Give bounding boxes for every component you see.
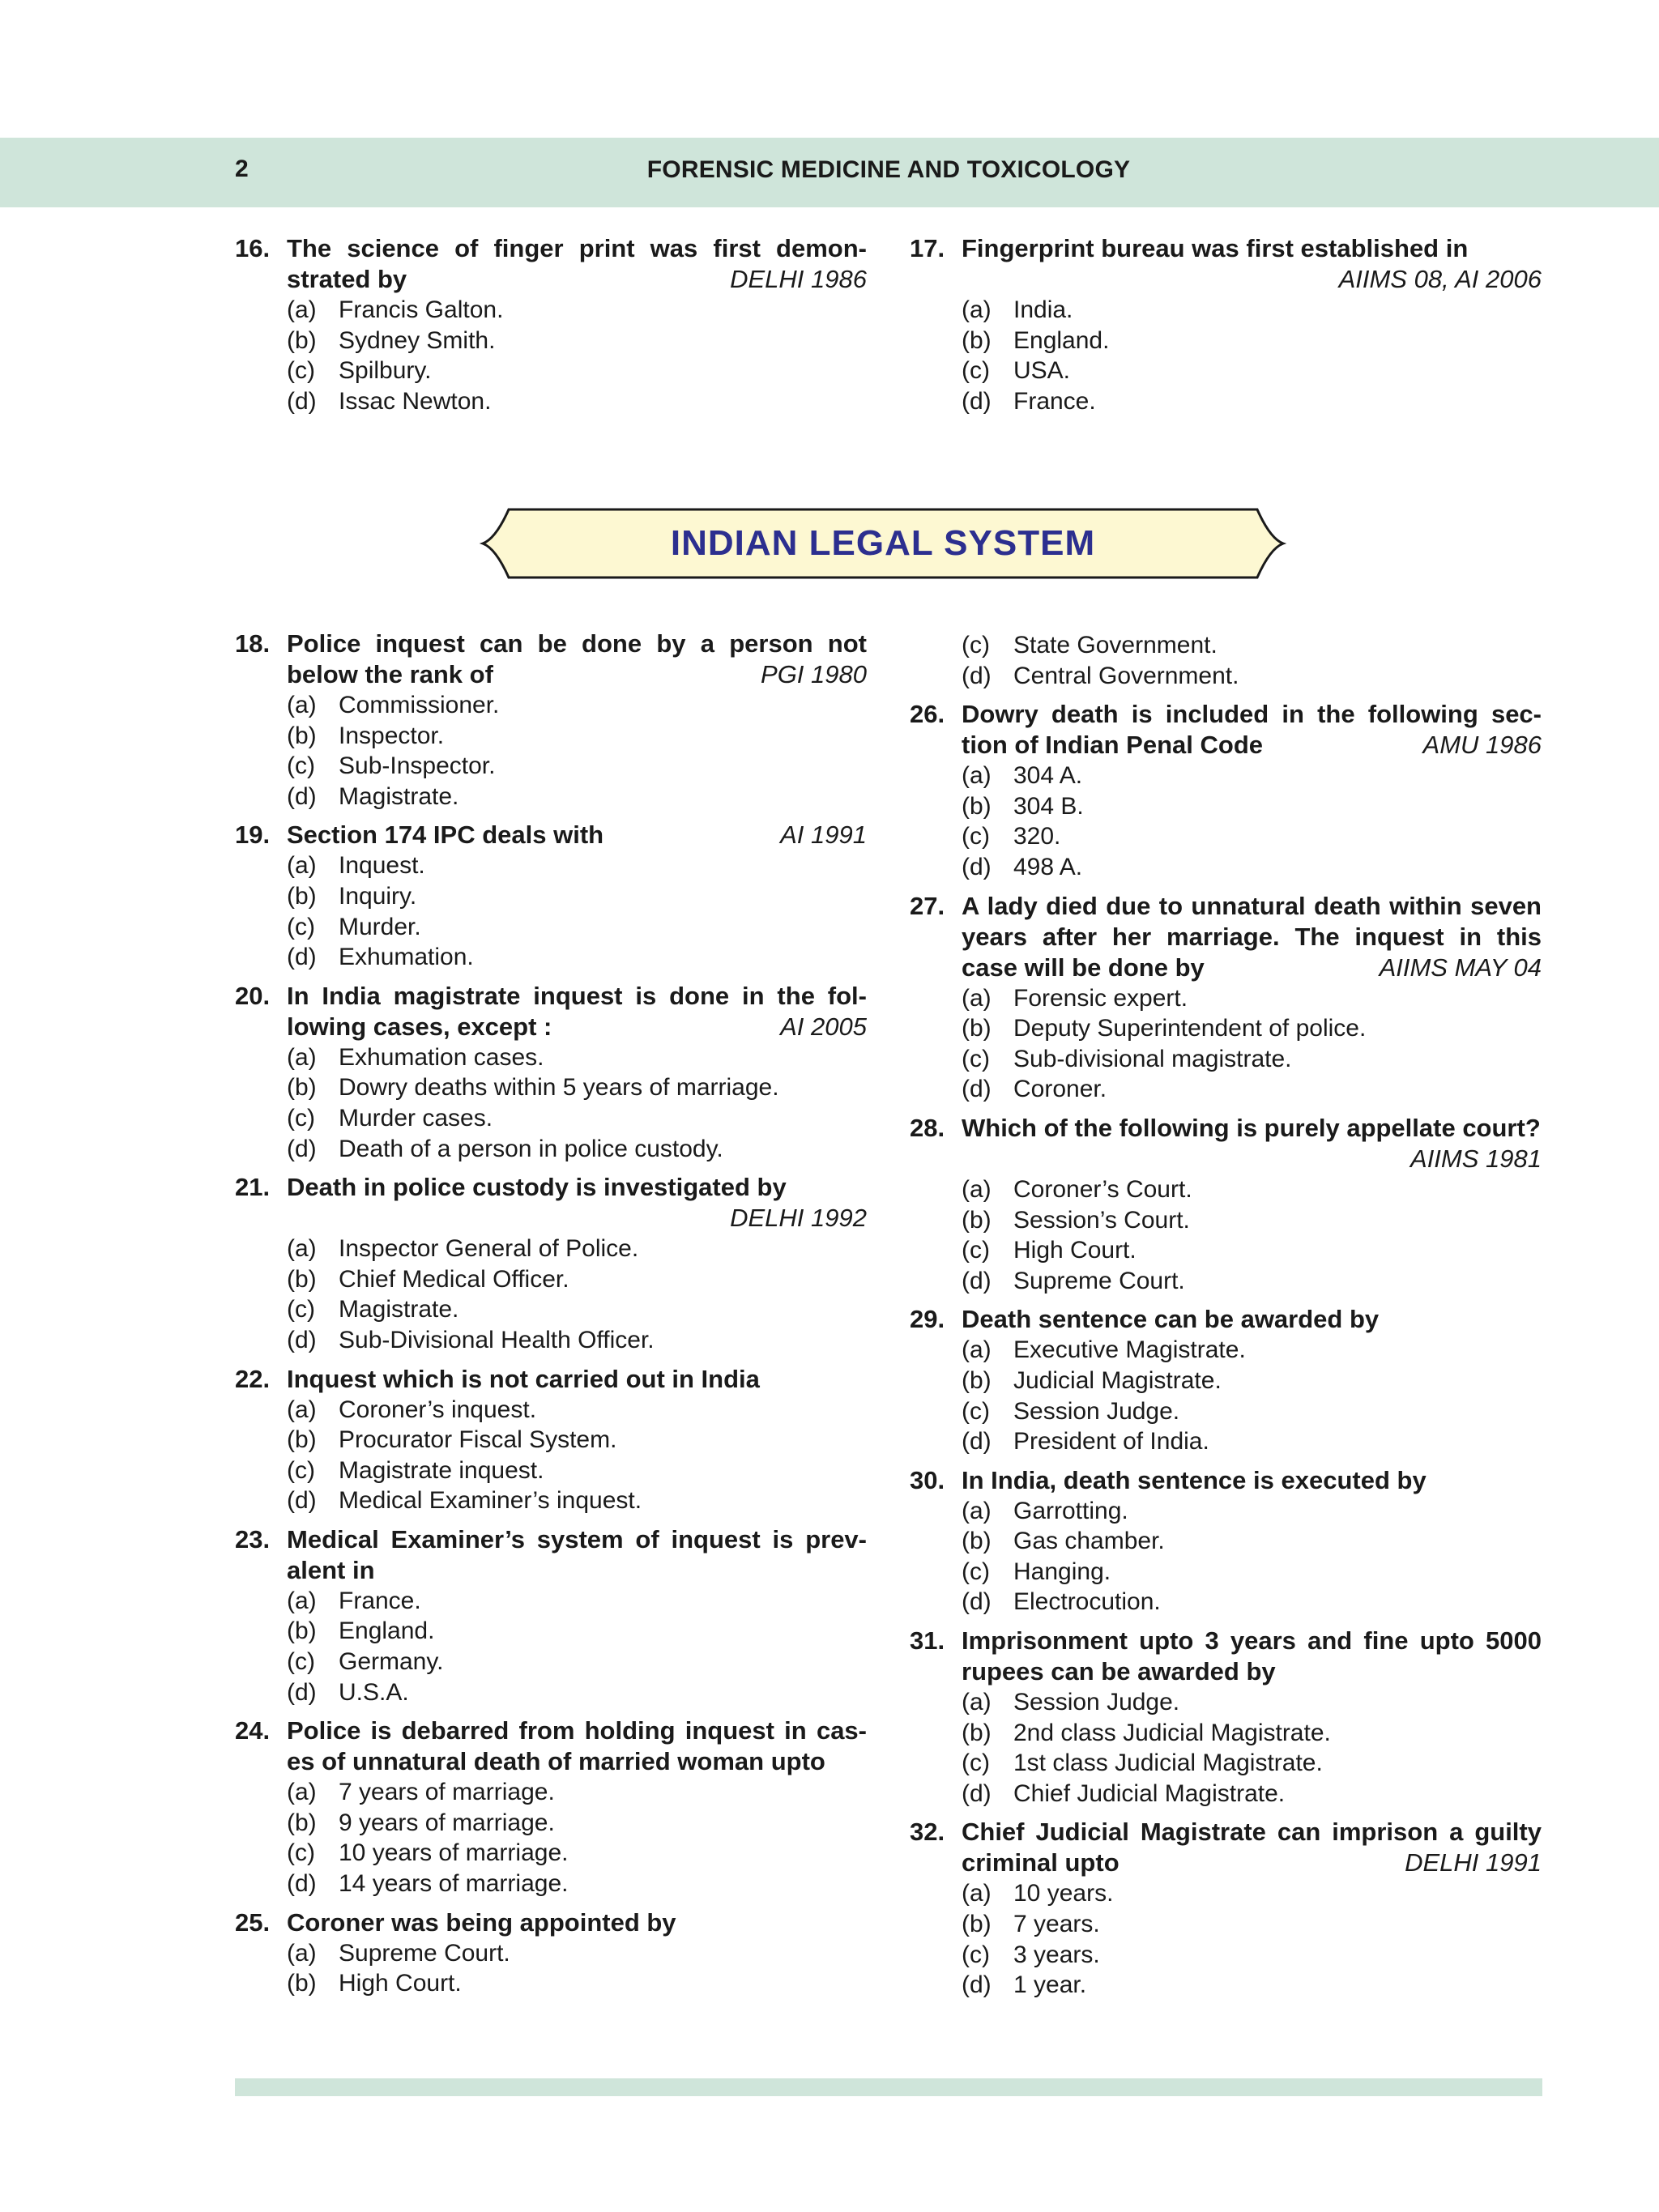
option-text: Sub-divisional magistrate.	[1013, 1045, 1292, 1072]
option-text: President of India.	[1013, 1428, 1209, 1455]
option-text: Coroner’s inquest.	[339, 1396, 537, 1423]
option-text: Exhumation cases.	[339, 1043, 544, 1071]
option-text: Murder.	[339, 913, 421, 940]
option-text: Procurator Fiscal System.	[339, 1426, 617, 1454]
option-b	[910, 1526, 1542, 1557]
option-letter: (a)	[962, 1689, 992, 1716]
option-text: 3 years.	[1013, 1941, 1100, 1968]
option-b	[910, 1205, 1542, 1236]
option-letter: (b)	[962, 792, 992, 820]
option-text: Coroner.	[1013, 1076, 1107, 1103]
option-text: 304 B.	[1013, 792, 1084, 820]
option-text: Garrotting.	[1013, 1497, 1128, 1524]
option-letter: (d)	[287, 387, 317, 415]
option-text: Magistrate.	[339, 1296, 459, 1323]
question-text: Fingerprint bureau was first established in	[962, 234, 1469, 262]
option-c	[910, 1396, 1542, 1427]
option-text: Exhumation.	[339, 944, 474, 971]
option-a	[235, 295, 867, 326]
section-banner	[478, 506, 1288, 581]
option-text: Judicial Magistrate.	[1013, 1366, 1222, 1394]
option-letter: (b)	[287, 722, 317, 749]
option-text: Issac Newton.	[339, 387, 492, 415]
option-text: Medical Examiner’s inquest.	[339, 1487, 642, 1515]
option-letter: (d)	[962, 662, 992, 689]
option-letter: (a)	[962, 762, 992, 790]
option-letter: (d)	[962, 1076, 992, 1103]
option-b	[235, 881, 867, 912]
option-text: Inquiry.	[339, 882, 417, 910]
option-c	[910, 1940, 1542, 1971]
option-b	[910, 1909, 1542, 1940]
option-a	[910, 1687, 1542, 1718]
question-text: Section 174 IPC deals with	[287, 820, 604, 850]
option-a	[910, 983, 1542, 1014]
option-b	[235, 1808, 867, 1839]
option-letter: (c)	[962, 1941, 990, 1968]
option-letter: (d)	[962, 1971, 992, 1999]
option-text: 498 A.	[1013, 853, 1083, 880]
option-letter: (b)	[287, 1809, 317, 1836]
option-letter: (c)	[287, 1456, 315, 1484]
option-text: 10 years of marriage.	[339, 1839, 569, 1867]
option-b	[910, 1718, 1542, 1749]
option-text: Magistrate.	[339, 782, 459, 810]
question-text: Inquest which is not carried out in India	[287, 1364, 760, 1393]
question-number: 23.	[235, 1524, 271, 1554]
option-letter: (d)	[962, 387, 992, 415]
running-title: FORENSIC MEDICINE AND TOXICOLOGY	[646, 156, 1131, 183]
option-b	[910, 1366, 1542, 1396]
option-letter: (d)	[287, 944, 317, 971]
question-text: Coroner was being appointed by	[287, 1907, 676, 1937]
option-letter: (b)	[962, 326, 992, 354]
option-letter: (b)	[962, 1911, 992, 1938]
option-text: Commissioner.	[339, 692, 500, 718]
question-number: 24.	[235, 1716, 271, 1745]
option-letter: (c)	[962, 1750, 990, 1777]
option-text: Dowry deaths within 5 years of marriage.	[339, 1074, 779, 1102]
question-text: Imprisonment upto 3 years and fine upto 5000 rupees can be awarded by	[962, 1626, 1542, 1686]
question-text: In India, death sentence is executed by	[962, 1465, 1427, 1494]
option-c	[910, 630, 1542, 661]
option-text: High Court.	[1013, 1237, 1137, 1264]
question-24	[235, 1715, 867, 1899]
question-number: 30.	[910, 1465, 945, 1494]
option-text: Session Judge.	[1013, 1397, 1180, 1425]
option-c	[235, 356, 867, 386]
question-19	[235, 820, 867, 972]
option-text: Death of a person in police custody.	[339, 1135, 723, 1162]
option-letter: (c)	[962, 1558, 990, 1585]
question-source: AIIMS 1981	[1410, 1144, 1542, 1173]
question-29	[910, 1304, 1542, 1456]
option-text: Inquest.	[339, 852, 425, 880]
option-letter: (a)	[962, 1336, 992, 1364]
question-source: AI 2005	[780, 1012, 867, 1041]
option-letter: (b)	[287, 326, 317, 354]
option-text: Sub-Inspector.	[339, 752, 496, 780]
option-letter: (b)	[287, 1265, 317, 1293]
option-letter: (c)	[287, 1648, 315, 1676]
option-b	[910, 1013, 1542, 1044]
option-a	[235, 1777, 867, 1808]
option-a	[910, 1496, 1542, 1527]
question-25-continued	[910, 630, 1542, 691]
option-letter: (d)	[287, 1678, 317, 1706]
option-letter: (d)	[287, 782, 317, 810]
option-text: 304 A.	[1013, 762, 1083, 790]
option-letter: (a)	[287, 1779, 317, 1806]
question-28	[910, 1113, 1542, 1296]
option-a	[235, 690, 867, 721]
option-d	[235, 782, 867, 812]
question-18	[235, 629, 867, 812]
option-text: Sub-Divisional Health Officer.	[339, 1326, 655, 1353]
option-b	[235, 1264, 867, 1295]
option-b	[235, 1616, 867, 1647]
option-letter: (b)	[962, 1719, 992, 1746]
option-b	[235, 721, 867, 752]
question-source: DELHI 1992	[730, 1204, 867, 1233]
option-a	[235, 1042, 867, 1073]
option-text: Magistrate inquest.	[339, 1456, 544, 1484]
option-b	[235, 1425, 867, 1455]
question-text: Death sentence can be awarded by	[962, 1305, 1380, 1334]
option-a	[910, 761, 1542, 791]
option-letter: (c)	[962, 357, 990, 385]
question-25	[235, 1907, 867, 1999]
option-letter: (c)	[287, 1104, 315, 1132]
option-letter: (a)	[287, 1043, 317, 1071]
option-b	[910, 791, 1542, 822]
option-d	[910, 1074, 1542, 1105]
question-26	[910, 699, 1542, 882]
option-letter: (d)	[287, 1487, 317, 1515]
question-text: A lady died due to unnatural death within seven years after her marriage. The inquest in this case will be done by	[962, 891, 1542, 982]
question-number: 31.	[910, 1626, 945, 1656]
option-letter: (a)	[962, 984, 992, 1012]
option-a	[235, 1938, 867, 1969]
question-32	[910, 1817, 1542, 2000]
option-letter: (a)	[287, 1235, 317, 1263]
option-text: Murder cases.	[339, 1104, 493, 1132]
option-a	[235, 850, 867, 881]
option-text: USA.	[1013, 357, 1071, 385]
option-text: Hanging.	[1013, 1558, 1111, 1585]
question-22	[235, 1364, 867, 1516]
question-source: AMU 1986	[1422, 731, 1542, 760]
option-d	[235, 1134, 867, 1165]
option-text: India.	[1013, 296, 1073, 323]
option-text: 2nd class Judicial Magistrate.	[1013, 1719, 1331, 1746]
option-c	[235, 1455, 867, 1486]
option-c	[910, 1044, 1542, 1075]
question-number: 25.	[235, 1907, 271, 1937]
option-letter: (c)	[962, 1237, 990, 1264]
option-text: 1 year.	[1013, 1971, 1087, 1999]
option-c	[910, 1235, 1542, 1266]
option-d	[235, 1325, 867, 1356]
option-text: Germany.	[339, 1648, 444, 1676]
option-c	[235, 1647, 867, 1677]
question-21	[235, 1172, 867, 1355]
question-text: Medical Examiner’s system of inquest is prev-alent in	[287, 1524, 867, 1584]
question-number: 21.	[235, 1173, 271, 1202]
option-letter: (b)	[962, 1015, 992, 1042]
option-text: Central Government.	[1013, 662, 1239, 689]
option-letter: (c)	[287, 1839, 315, 1867]
option-text: U.S.A.	[339, 1678, 409, 1706]
option-letter: (a)	[962, 1497, 992, 1524]
question-20	[235, 981, 867, 1164]
question-source: AI 1991	[780, 820, 867, 850]
option-text: Supreme Court.	[339, 1939, 510, 1967]
option-c	[910, 1748, 1542, 1779]
option-text: Chief Judicial Magistrate.	[1013, 1779, 1286, 1807]
question-27	[910, 891, 1542, 1105]
option-letter: (d)	[287, 1135, 317, 1162]
question-17	[910, 233, 1542, 416]
option-letter: (c)	[287, 913, 315, 940]
option-d	[910, 1266, 1542, 1297]
option-letter: (c)	[962, 632, 990, 658]
option-a	[910, 1335, 1542, 1366]
option-letter: (b)	[962, 1206, 992, 1234]
option-text: France.	[339, 1587, 421, 1614]
option-letter: (d)	[962, 853, 992, 880]
section-title: INDIAN LEGAL SYSTEM	[670, 523, 1096, 563]
footer-band	[235, 2078, 1542, 2096]
option-text: Chief Medical Officer.	[339, 1265, 569, 1293]
option-text: Electrocution.	[1013, 1588, 1161, 1616]
option-c	[910, 821, 1542, 852]
option-letter: (b)	[287, 882, 317, 910]
question-number: 22.	[235, 1364, 271, 1393]
option-letter: (c)	[287, 1296, 315, 1323]
option-letter: (c)	[962, 1397, 990, 1425]
question-23	[235, 1524, 867, 1707]
question-31	[910, 1626, 1542, 1809]
option-d	[910, 661, 1542, 692]
option-d	[910, 1587, 1542, 1617]
option-a	[910, 295, 1542, 326]
option-letter: (a)	[287, 1939, 317, 1967]
option-letter: (a)	[287, 852, 317, 880]
option-letter: (a)	[962, 296, 992, 323]
question-text: Which of the following is purely appellate court?	[962, 1113, 1541, 1142]
option-a	[910, 1174, 1542, 1205]
option-letter: (b)	[287, 1426, 317, 1454]
option-letter: (c)	[287, 357, 315, 385]
option-text: 1st class Judicial Magistrate.	[1013, 1750, 1323, 1777]
option-a	[235, 1395, 867, 1426]
question-text: Police is debarred from holding inquest in cas-es of unnatural death of married woman upto	[287, 1716, 867, 1776]
option-letter: (c)	[287, 752, 315, 780]
question-30	[910, 1465, 1542, 1617]
option-letter: (a)	[287, 692, 317, 718]
question-number: 19.	[235, 820, 271, 850]
option-text: 7 years of marriage.	[339, 1779, 555, 1806]
option-text: State Government.	[1013, 632, 1218, 658]
option-d	[235, 1485, 867, 1516]
option-c	[235, 1838, 867, 1869]
page-number: 2	[235, 156, 249, 182]
option-text: Session Judge.	[1013, 1689, 1180, 1716]
option-c	[910, 356, 1542, 386]
question-text: Death in police custody is investigated by	[287, 1173, 787, 1202]
option-c	[235, 1294, 867, 1325]
question-number: 27.	[910, 891, 945, 920]
question-text: Dowry death is included in the following sec-tion of Indian Penal Code	[962, 700, 1542, 760]
option-text: Supreme Court.	[1013, 1267, 1185, 1294]
question-number: 29.	[910, 1305, 945, 1334]
option-text: Sydney Smith.	[339, 326, 496, 354]
question-number: 17.	[910, 234, 945, 262]
option-d	[910, 1426, 1542, 1457]
option-letter: (b)	[287, 1074, 317, 1102]
option-text: Gas chamber.	[1013, 1528, 1165, 1555]
option-text: Inspector.	[339, 722, 445, 749]
question-16	[235, 233, 867, 416]
option-text: 14 years of marriage.	[339, 1870, 569, 1898]
option-text: Deputy Superintendent of police.	[1013, 1015, 1367, 1042]
option-letter: (a)	[962, 1175, 992, 1203]
option-a	[235, 1234, 867, 1264]
option-a	[910, 1878, 1542, 1909]
option-text: 320.	[1013, 823, 1061, 850]
option-c	[235, 912, 867, 943]
question-number: 20.	[235, 981, 271, 1010]
option-d	[910, 852, 1542, 883]
question-number: 18.	[235, 629, 271, 658]
question-source: PGI 1980	[761, 660, 867, 688]
option-text: Spilbury.	[339, 357, 432, 385]
question-source: DELHI 1991	[1405, 1848, 1542, 1877]
question-number: 28.	[910, 1113, 945, 1142]
question-source: DELHI 1986	[730, 265, 867, 293]
option-text: England.	[1013, 326, 1110, 354]
option-letter: (c)	[962, 823, 990, 850]
question-text: In India magistrate inquest is done in the fol-lowing cases, except :	[287, 981, 867, 1041]
option-d	[235, 942, 867, 973]
option-d	[910, 1970, 1542, 2001]
option-text: Executive Magistrate.	[1013, 1336, 1246, 1364]
option-c	[235, 1103, 867, 1134]
option-letter: (a)	[287, 296, 317, 323]
option-text: 9 years of marriage.	[339, 1809, 555, 1836]
option-text: Inspector General of Police.	[339, 1235, 639, 1263]
option-letter: (b)	[287, 1970, 317, 1997]
option-text: France.	[1013, 387, 1096, 415]
option-d	[235, 386, 867, 417]
option-b	[235, 1968, 867, 1999]
option-b	[235, 1072, 867, 1103]
option-letter: (b)	[962, 1366, 992, 1394]
right-column	[910, 630, 1542, 2009]
question-number: 16.	[235, 234, 271, 262]
question-text: Police inquest can be done by a person not below the rank of	[287, 629, 867, 688]
top-right-column	[910, 233, 1542, 424]
option-letter: (d)	[962, 1267, 992, 1294]
option-text: 7 years.	[1013, 1911, 1100, 1938]
question-number: 26.	[910, 700, 945, 729]
option-letter: (d)	[962, 1779, 992, 1807]
question-number: 32.	[910, 1818, 945, 1847]
option-text: Francis Galton.	[339, 296, 504, 323]
option-letter: (a)	[287, 1396, 317, 1423]
option-letter: (d)	[962, 1428, 992, 1455]
option-text: Coroner’s Court.	[1013, 1175, 1192, 1203]
top-left-column	[235, 233, 867, 424]
option-text: High Court.	[339, 1970, 462, 1997]
option-letter: (d)	[962, 1588, 992, 1616]
question-source: AIIMS MAY 04	[1379, 953, 1542, 982]
option-c	[235, 751, 867, 782]
option-d	[910, 1779, 1542, 1809]
option-letter: (a)	[287, 1587, 317, 1614]
option-b	[235, 326, 867, 356]
option-letter: (c)	[962, 1045, 990, 1072]
option-c	[910, 1557, 1542, 1588]
option-text: Forensic expert.	[1013, 984, 1188, 1012]
option-text: Session’s Court.	[1013, 1206, 1190, 1234]
option-b	[910, 326, 1542, 356]
option-text: England.	[339, 1617, 435, 1645]
question-text: Chief Judicial Magistrate can imprison a guilty criminal upto	[962, 1818, 1542, 1877]
question-text: The science of finger print was first demon-strated by	[287, 234, 867, 293]
option-d	[235, 1677, 867, 1708]
option-d	[910, 386, 1542, 417]
option-text: 10 years.	[1013, 1880, 1114, 1907]
option-letter: (d)	[287, 1326, 317, 1353]
option-a	[235, 1586, 867, 1617]
option-letter: (a)	[962, 1880, 992, 1907]
option-letter: (b)	[962, 1528, 992, 1555]
left-column	[235, 629, 867, 2007]
option-d	[235, 1869, 867, 1899]
option-letter: (d)	[287, 1870, 317, 1898]
option-letter: (b)	[287, 1617, 317, 1645]
question-source: AIIMS 08, AI 2006	[1338, 265, 1542, 293]
